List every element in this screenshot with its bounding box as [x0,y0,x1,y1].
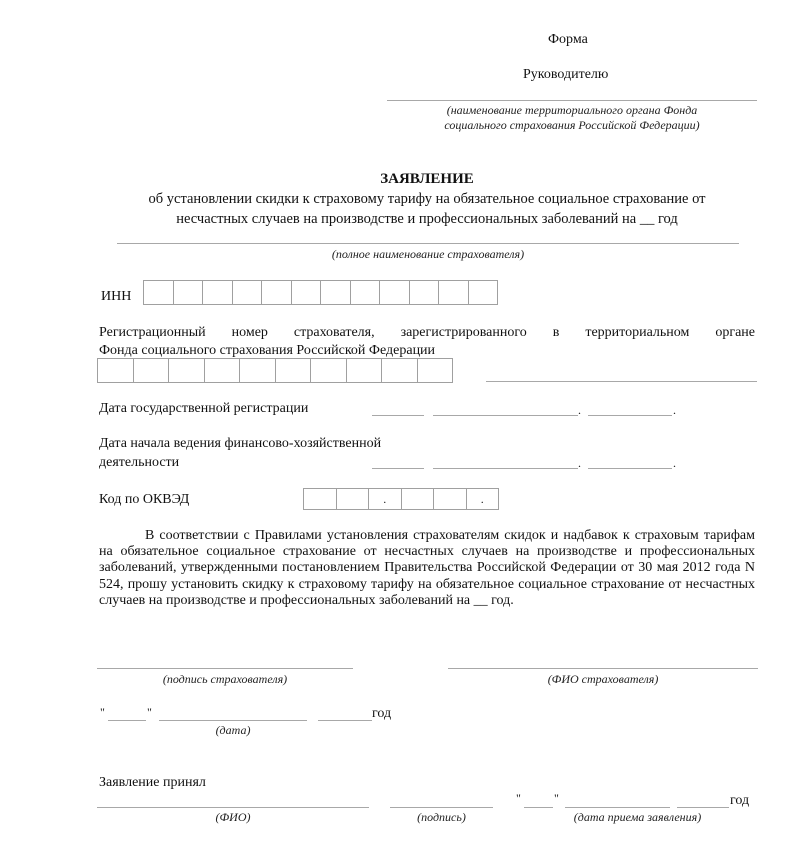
registration-digit-cell[interactable] [205,358,241,383]
addressee-field[interactable] [387,100,757,101]
state-registration-dot-end: . [673,403,676,417]
inn-digit-cell[interactable] [292,280,322,305]
inn-cells [143,280,498,305]
state-registration-day-field[interactable] [372,415,424,416]
insurer-signature-field[interactable] [97,668,353,669]
date-close-quote: " [147,705,152,719]
acceptance-label: Заявление принял [99,775,206,790]
sign-date-caption: (дата) [215,723,251,737]
date-open-quote: " [100,705,105,719]
insurer-name-caption: (полное наименование страхователя) [331,247,525,261]
acceptor-fio-caption: (ФИО) [215,810,251,824]
acceptance-date-month-field[interactable] [565,807,670,808]
okved-cells [303,488,499,510]
insurer-fio-caption: (ФИО страхователя) [547,672,659,686]
registration-extra-field[interactable] [486,381,757,382]
inn-label: ИНН [101,289,132,304]
activity-start-month-field[interactable] [433,468,578,469]
acceptance-date-open-quote: " [516,791,521,805]
okved-digit-cell[interactable] [304,488,337,510]
sign-date-day-field[interactable] [108,720,146,721]
acceptance-date-year-suffix: год [730,793,750,808]
registration-digit-cell[interactable] [418,358,454,383]
registration-digit-cell[interactable] [382,358,418,383]
inn-digit-cell[interactable] [351,280,381,305]
state-registration-dot: . [578,403,581,417]
acceptance-date-year-field[interactable] [677,807,729,808]
inn-digit-cell[interactable] [469,280,499,305]
document-title: ЗАЯВЛЕНИЕ [380,171,474,187]
sign-date-month-field[interactable] [159,720,307,721]
insurer-fio-field[interactable] [448,668,758,669]
registration-label-line1: Регистрационный номер страхователя, зарегистрированного в территориальном органе [99,325,755,340]
insurer-name-field[interactable] [117,243,739,244]
registration-digit-cell[interactable] [347,358,383,383]
acceptor-fio-field[interactable] [97,807,369,808]
inn-digit-cell[interactable] [321,280,351,305]
document-subtitle-line2: несчастных случаев на производстве и профессиональных заболеваний на __ год [176,211,678,227]
registration-digit-cell[interactable] [276,358,312,383]
addressee-caption-line2: социального страхования Российской Федерации) [444,118,700,132]
inn-digit-cell[interactable] [439,280,469,305]
activity-start-dot-end: . [673,456,676,470]
inn-digit-cell[interactable] [233,280,263,305]
okved-digit-cell[interactable] [434,488,467,510]
inn-digit-cell[interactable] [144,280,174,305]
registration-cells [97,358,453,383]
registration-digit-cell[interactable] [240,358,276,383]
sign-date-year-suffix: год [372,706,392,721]
request-text: В соответствии с Правилами установления страхователям скидок и надбавок к страховым тарифам на обязательное социальное страхование от несчастных случаев на производстве и профессиональных заболеваний, утвержденными постановлением Правительства Российской Федерации от 30 мая 2012 года N 524, прошу установить скидку к страховому тарифу на обязательное социальное страхование от несчастных случаев на производстве и профессиональных заболеваний на __ год. [99,528,755,608]
registration-digit-cell[interactable] [98,358,134,383]
okved-label: Код по ОКВЭД [99,492,190,507]
activity-start-label-line1: Дата начала ведения финансово-хозяйственной [99,436,382,451]
addressee-label: Руководителю [523,67,609,82]
inn-digit-cell[interactable] [203,280,233,305]
registration-label-line2: Фонда социального страхования Российской Федерации [99,343,436,358]
state-registration-year-field[interactable] [588,415,672,416]
inn-digit-cell[interactable] [380,280,410,305]
addressee-caption [387,103,757,133]
okved-digit-cell[interactable]: . [369,488,402,510]
acceptance-date-close-quote: " [554,791,559,805]
inn-digit-cell[interactable] [410,280,440,305]
request-paragraph [99,528,755,609]
inn-digit-cell[interactable] [174,280,204,305]
activity-start-dot: . [578,456,581,470]
acceptance-date-day-field[interactable] [524,807,553,808]
okved-digit-cell[interactable] [402,488,435,510]
registration-digit-cell[interactable] [169,358,205,383]
acceptor-signature-field[interactable] [390,807,493,808]
sign-date-year-field[interactable] [318,720,372,721]
activity-start-day-field[interactable] [372,468,424,469]
inn-digit-cell[interactable] [262,280,292,305]
acceptance-date-caption: (дата приема заявления) [573,810,702,824]
okved-digit-cell[interactable]: . [467,488,500,510]
activity-start-year-field[interactable] [588,468,672,469]
acceptor-signature-caption: (подпись) [417,810,466,824]
registration-digit-cell[interactable] [134,358,170,383]
registration-digit-cell[interactable] [311,358,347,383]
state-registration-month-field[interactable] [433,415,578,416]
activity-start-label-line2: деятельности [99,455,180,470]
state-registration-date-label: Дата государственной регистрации [99,401,309,416]
insurer-signature-caption: (подпись страхователя) [162,672,288,686]
document-subtitle-line1: об установлении скидки к страховому тарифу на обязательное социальное страхование от [148,191,706,207]
okved-digit-cell[interactable] [337,488,370,510]
form-label: Форма [548,32,588,47]
addressee-caption-line1: (наименование территориального органа Фонда [446,103,698,117]
